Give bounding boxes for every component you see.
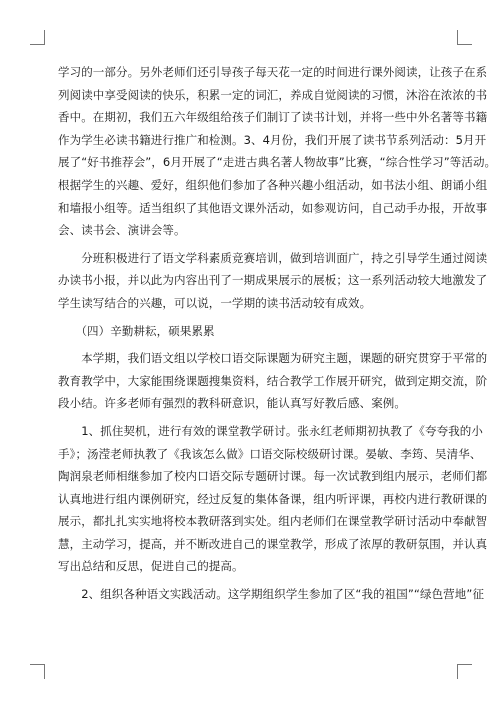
paragraph-competition-training: [58, 247, 488, 315]
crop-mark-top-left: [30, 30, 45, 45]
text-line: 陶润泉老师相继参加了校内口语交际专题研讨课。每一次试教到组内展示，老师们都: [58, 469, 488, 484]
paragraph-reading-activities: [58, 61, 497, 242]
text-line: 2、组织各种语文实践活动。这学期组织学生参加了区“我的祖国”“绿色营地”征: [58, 587, 485, 602]
text-line: 教育教学中，大家能围绕课题搜集资料，结合教学工作展开研究，做到定期交流，阶: [58, 373, 488, 388]
text-line: 香中。在期初，我们五六年级组给孩子们制订了读书计划，并将一些中外名著等书籍: [58, 110, 488, 125]
paragraph-research-topic: [58, 347, 488, 415]
text-line: 慧，主动学习，提高，并不断改进自己的课堂教学，形成了浓厚的教研氛围，并认真: [58, 536, 488, 551]
heading-line: （四）辛勤耕耘，硕果累累: [58, 323, 215, 338]
text-line: 本学期，我们语文组以学校口语交际课题为研究主题，课题的研究贯穿于平常的: [58, 351, 488, 366]
text-line: 段小结。许多老师有强烈的教科研意识，能认真写好教后感、案例。: [58, 396, 406, 411]
text-line: 展了“好书推荐会”，6月开展了“走进古典名著人物故事”比赛，“综合性学习”等活动。: [58, 155, 497, 170]
paragraph-practice-activities: [58, 583, 485, 606]
text-line: 列阅读中享受阅读的快乐，积累一定的词汇，养成自觉阅读的习惯，沐浴在浓浓的书: [58, 87, 488, 102]
text-line: 分班积极进行了语文学科素质竞赛培训，做到培训面广，持之引导学生通过阅读: [58, 250, 488, 265]
text-line: 展示，都扎扎实实地将校本教研落到实处。组内老师们在课堂教学研讨活动中奉献智: [58, 514, 488, 529]
crop-mark-bottom-right: [457, 664, 472, 679]
paragraph-classroom-research: [58, 420, 488, 578]
text-line: 和墙报小组等。适当组织了其他语文课外活动，如参观访问，自己动手办报，开故事: [58, 200, 488, 215]
crop-mark-bottom-left: [30, 664, 45, 679]
text-line: 学生读写结合的兴趣，可以说，一学期的读书活动较有成效。: [58, 295, 372, 310]
document-body: [58, 61, 497, 606]
crop-mark-top-right: [457, 30, 472, 45]
text-line: 写出总结和反思，促进自己的提高。: [58, 559, 244, 574]
text-line: 作为学生必读书籍进行推广和检测。3、4月份，我们开展了读书节系列活动：5月开: [58, 132, 487, 147]
text-line: 手》；汤滢老师执教了《我该怎么做》口语交际校级研讨课。晏敏、李筠、吴清华、: [58, 446, 482, 461]
text-line: 办读书小报，并以此为内容出刊了一期成果展示的展板；这一系列活动较大地激发了: [58, 273, 488, 288]
text-line: 根据学生的兴趣、爱好，组织他们参加了各种兴趣小组活动，如书法小组、朗诵小组: [58, 177, 488, 192]
text-line: 1、抓住契机，进行有效的课堂教学研讨。张永红老师期初执教了《夸夸我的小: [58, 423, 484, 438]
text-line: 学习的一部分。另外老师们还引导孩子每天花一定的时间进行课外阅读，让孩子在系: [58, 65, 488, 79]
section-heading: [58, 320, 444, 343]
text-line: 会、读书会、演讲会等。: [58, 223, 186, 238]
text-line: 认真地进行组内课例研究，经过反复的集体备课，组内听评课，再校内进行教研课的: [58, 491, 488, 506]
